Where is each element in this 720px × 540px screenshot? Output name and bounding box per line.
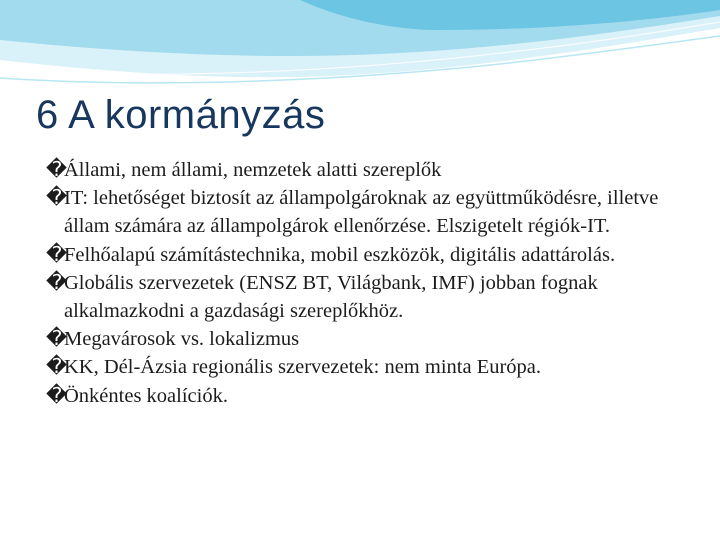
wave-decoration [0, 0, 720, 90]
list-item [46, 325, 676, 353]
bullet-icon: � [46, 384, 68, 407]
slide-title: 6 A kormányzás [36, 93, 326, 137]
list-item-text: Felhőalapú számítástechnika, mobil eszközök, digitális adattárolás. [64, 243, 616, 266]
bullet-icon: � [46, 271, 68, 294]
bullet-icon: � [46, 187, 68, 210]
list-item [46, 353, 676, 381]
list-item-text: Állami, nem állami, nemzetek alatti szereplők [64, 159, 442, 181]
list-item-text: Megavárosok vs. lokalizmus [64, 328, 300, 351]
list-item [46, 241, 676, 269]
list-item [46, 382, 676, 410]
bullet-icon: � [46, 159, 68, 181]
bullet-list [46, 156, 676, 410]
list-item-text: Önkéntes koalíciók. [64, 384, 228, 407]
list-item-text: IT: lehetőséget biztosít az állampolgároknak az együttműködésre, illetve állam számára az állampolgárok ellenőrzése. Elszigetelt régiók-IT. [64, 187, 659, 238]
list-item [46, 269, 676, 325]
bullet-icon: � [46, 328, 68, 351]
list-item [46, 156, 676, 184]
list-item [46, 184, 676, 240]
bullet-icon: � [46, 356, 68, 379]
list-item-text: KK, Dél-Ázsia regionális szervezetek: nem minta Európa. [64, 356, 542, 379]
bullet-icon: � [46, 243, 68, 266]
list-item-text: Globális szervezetek (ENSZ BT, Világbank, IMF) jobban fognak alkalmazkodni a gazdasági szereplőkhöz. [64, 271, 598, 323]
